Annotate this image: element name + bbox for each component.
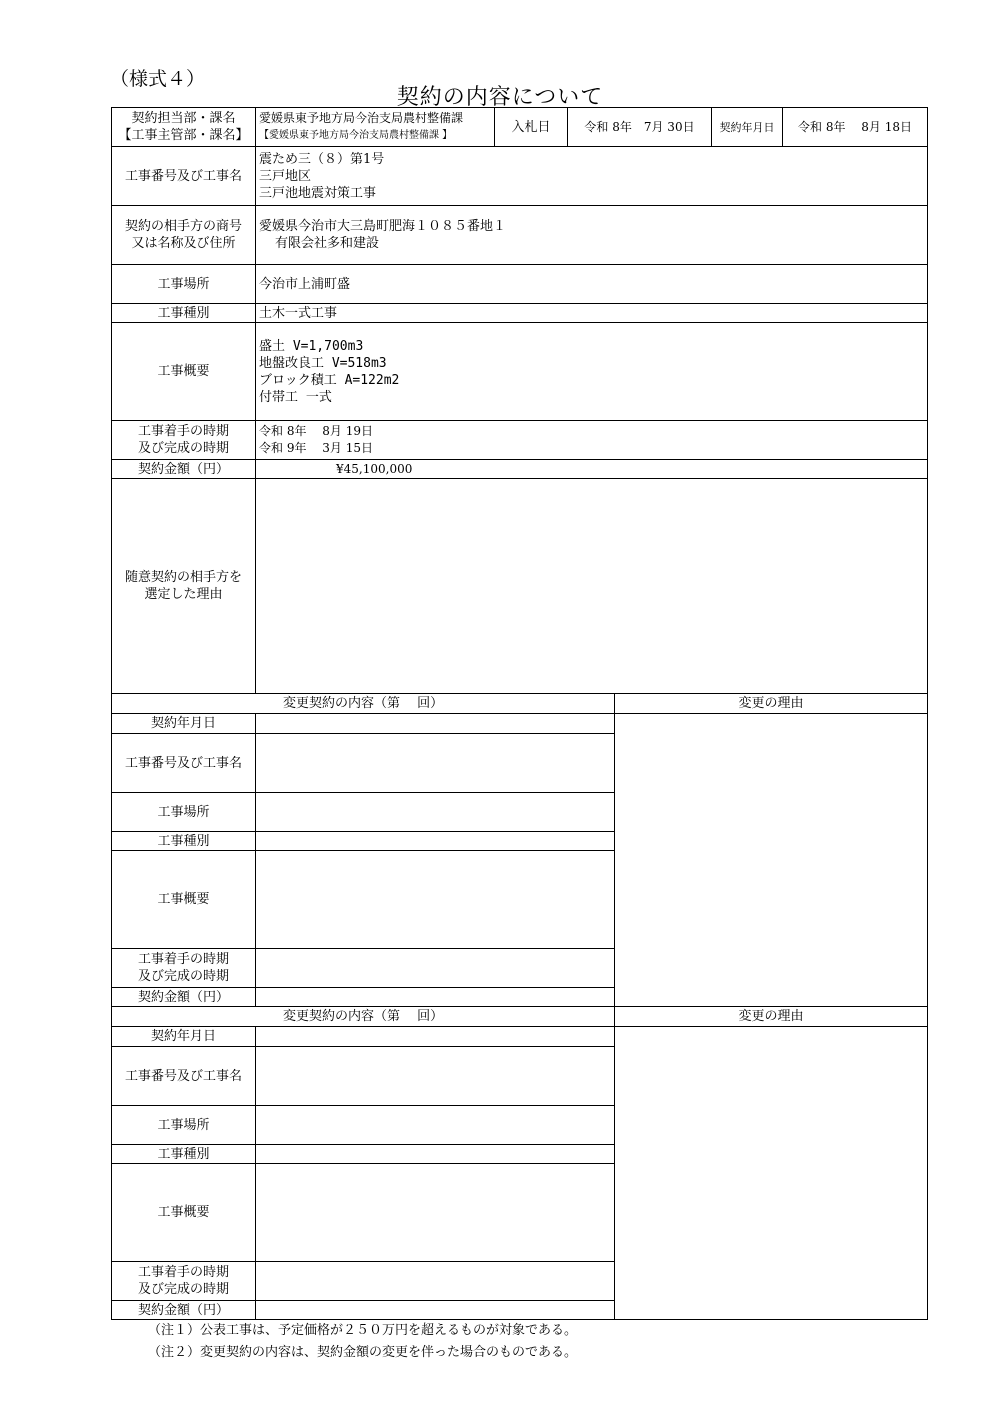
change-reason-header: 変更の理由 (615, 694, 928, 714)
document-title: 契約の内容について (396, 85, 604, 110)
change-header: 変更契約の内容（第 回） (112, 1007, 615, 1027)
change-work-no-value (256, 1047, 615, 1106)
summary-row (112, 323, 928, 421)
change-table-1 (111, 693, 928, 1007)
partner-value: 愛媛県今治市大三島町肥海１０８５番地１ 有限会社多和建設 (256, 206, 928, 265)
dept-label: 契約担当部・課名 【工事主管部・課名】 (112, 108, 256, 147)
amount-label: 契約金額（円） (112, 460, 256, 479)
dept-value: 愛媛県東予地方局今治支局農村整備課 【愛媛県東予地方局今治支局農村整備課 】 (256, 108, 495, 147)
change-contract-date-value (256, 714, 615, 734)
location-row (112, 265, 928, 304)
note-1: （注１）公表工事は、予定価格が２５０万円を超えるものが対象である。 (148, 1323, 578, 1338)
summary-label: 工事概要 (112, 323, 256, 421)
change-location-value (256, 793, 615, 832)
period-label: 工事着手の時期 及び完成の時期 (112, 421, 256, 460)
work-no-label: 工事番号及び工事名 (112, 147, 256, 206)
contract-date-value: 令和 8年 8月 18日 (783, 108, 928, 147)
change-work-no-label: 工事番号及び工事名 (112, 734, 256, 793)
reason-row (112, 479, 928, 694)
change-summary-value (256, 1164, 615, 1262)
change-amount-label: 契約金額（円） (112, 1301, 256, 1320)
notes (148, 1320, 577, 1364)
location-value: 今治市上浦町盛 (256, 265, 928, 304)
summary-value: 盛土 V=1,700m3 地盤改良工 V=518m3 ブロック積工 A=122m2 付帯工 一式 (256, 323, 928, 421)
change-work-no-label: 工事番号及び工事名 (112, 1047, 256, 1106)
work-no-row (112, 147, 928, 206)
change-summary-value (256, 851, 615, 949)
note-2: （注２）変更契約の内容は、契約金額の変更を伴った場合のものである。 (148, 1345, 578, 1360)
contract-date-label: 契約年月日 (712, 108, 783, 147)
change-summary-label: 工事概要 (112, 851, 256, 949)
change-location-label: 工事場所 (112, 793, 256, 832)
type-label: 工事種別 (112, 304, 256, 323)
change-type-label: 工事種別 (112, 1145, 256, 1164)
change-location-value (256, 1106, 615, 1145)
contract-table (111, 107, 928, 694)
change-period-value (256, 949, 615, 988)
form-number-label: （様式４） (110, 68, 206, 90)
change-period-label: 工事着手の時期 及び完成の時期 (112, 949, 256, 988)
reason-value (256, 479, 928, 694)
bid-date-value: 令和 8年 7月 30日 (568, 108, 712, 147)
change-header: 変更契約の内容（第 回） (112, 694, 615, 714)
dept-row (112, 108, 928, 147)
change-period-label: 工事着手の時期 及び完成の時期 (112, 1262, 256, 1301)
work-no-value: 震ため三（８）第1号 三戸地区 三戸池地震対策工事 (256, 147, 928, 206)
change-table-2 (111, 1006, 928, 1320)
change-amount-value (256, 988, 615, 1007)
partner-label: 契約の相手方の商号 又は名称及び住所 (112, 206, 256, 265)
change-work-no-value (256, 734, 615, 793)
change-type-label: 工事種別 (112, 832, 256, 851)
type-row (112, 304, 928, 323)
reason-label: 随意契約の相手方を 選定した理由 (112, 479, 256, 694)
change-contract-date-value (256, 1027, 615, 1047)
change-amount-label: 契約金額（円） (112, 988, 256, 1007)
change-reason-value (615, 1027, 928, 1320)
change-reason-value (615, 714, 928, 1007)
amount-row (112, 460, 928, 479)
change-contract-date-label: 契約年月日 (112, 1027, 256, 1047)
period-value: 令和 8年 8月 19日 令和 9年 3月 15日 (256, 421, 928, 460)
change-location-label: 工事場所 (112, 1106, 256, 1145)
change-reason-header: 変更の理由 (615, 1007, 928, 1027)
change-type-value (256, 1145, 615, 1164)
change-period-value (256, 1262, 615, 1301)
amount-value: ¥45,100,000 (256, 460, 928, 479)
partner-row (112, 206, 928, 265)
location-label: 工事場所 (112, 265, 256, 304)
bid-date-label: 入札日 (495, 108, 568, 147)
change-type-value (256, 832, 615, 851)
change-contract-date-label: 契約年月日 (112, 714, 256, 734)
type-value: 土木一式工事 (256, 304, 928, 323)
change-summary-label: 工事概要 (112, 1164, 256, 1262)
change-amount-value (256, 1301, 615, 1320)
period-row (112, 421, 928, 460)
